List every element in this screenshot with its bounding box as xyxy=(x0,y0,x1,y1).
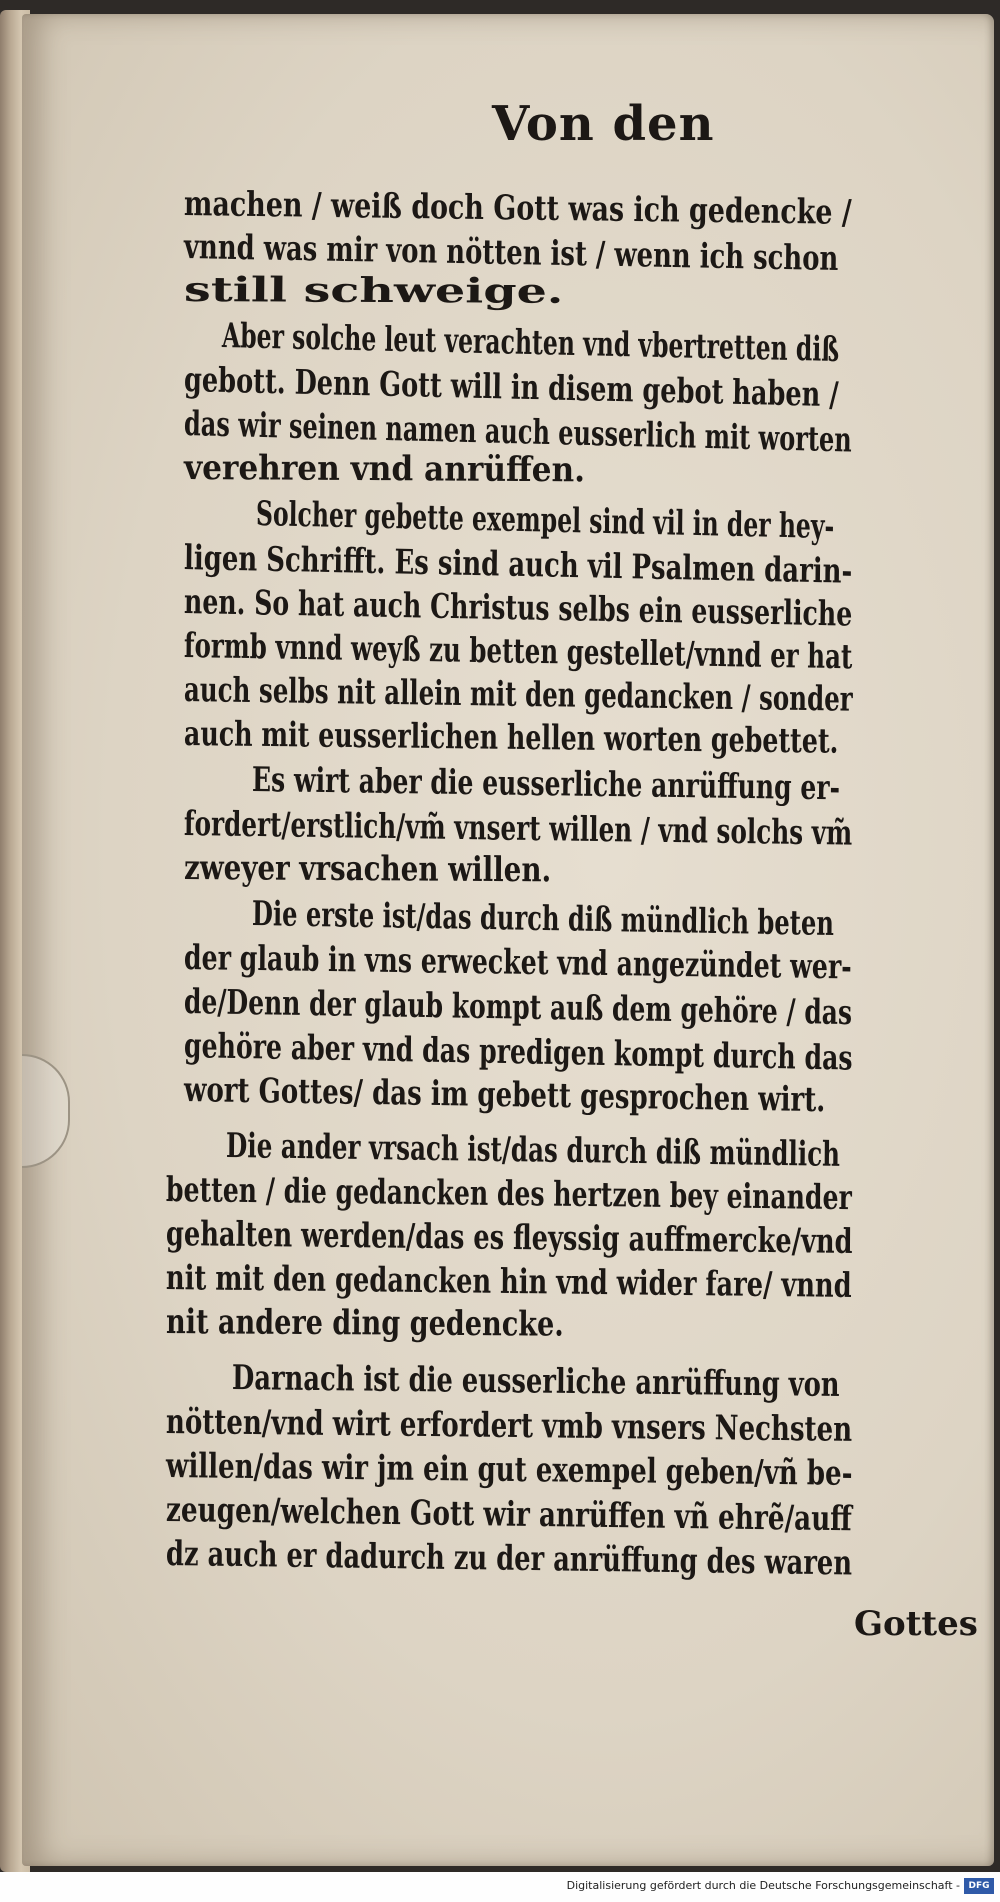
page-heading: Von den xyxy=(492,96,715,152)
footer-credit: Digitalisierung gefördert durch die Deutsche Forschungsgemeinschaft - xyxy=(566,1879,960,1892)
text-line: de/Denn der glaub kompt auß dem gehöre / das xyxy=(183,982,853,1034)
catchword: Gottes xyxy=(854,1604,978,1644)
text-line: Darnach ist die eusserliche anrüffung von xyxy=(231,1358,840,1405)
text-line: Solcher gebette exempel sind vil in der hey- xyxy=(255,494,835,548)
text-line: nit mit den gedancken hin vnd wider fare/ vnnd xyxy=(165,1258,852,1306)
text-line: auch mit eusserlichen hellen worten gebettet. xyxy=(183,714,839,762)
text-line: verehren vnd anrüffen. xyxy=(183,448,586,491)
text-line: gehöre aber vnd das predigen kompt durch das xyxy=(183,1026,853,1079)
dfg-logo: DFG xyxy=(964,1878,994,1894)
text-line: wort Gottes/ das im gebett gesprochen wirt. xyxy=(183,1070,826,1121)
text-line: Es wirt aber die eusserliche anrüffung er- xyxy=(251,760,841,809)
text-line: dz auch er dadurch zu der anrüffung des waren xyxy=(165,1534,853,1584)
text-line: still schweige. xyxy=(183,270,564,312)
text-line: nit andere ding gedencke. xyxy=(165,1302,564,1345)
text-line: auch selbs nit allein mit den gedancken / sonder xyxy=(183,670,853,720)
text-line: willen/das wir jm ein gut exempel geben/vñ be- xyxy=(165,1446,853,1494)
book-page xyxy=(22,14,994,1866)
text-line: nen. So hat auch Christus selbs ein eusserliche xyxy=(183,582,853,635)
text-line: zweyer vrsachen willen. xyxy=(183,848,552,891)
text-line: Die erste ist/das durch diß mündlich beten xyxy=(251,894,835,944)
footer-bar xyxy=(0,1872,1000,1902)
text-line: Aber solche leut verachten vnd vbertretten diß xyxy=(221,316,840,371)
text-line: der glaub in vns erwecket vnd angezündet wer- xyxy=(183,938,852,988)
text-line: formb vnnd weyß zu betten gestellet/vnnd er hat xyxy=(183,626,853,678)
text-line: ligen Schrifft. Es sind auch vil Psalmen darin- xyxy=(183,538,853,592)
text-line: machen / weiß doch Gott was ich gedencke / xyxy=(183,184,852,233)
text-line: das wir seinen namen auch eusserlich mit worten xyxy=(183,404,852,461)
text-line: fordert/erstlich/vm̃ vnsert willen / vnd solchs vm̃ xyxy=(183,804,853,854)
text-block xyxy=(22,14,994,1866)
text-line: zeugen/welchen Gott wir anrüffen vñ ehrẽ/auff xyxy=(165,1490,853,1540)
text-line: Die ander vrsach ist/das durch diß mündlich xyxy=(225,1126,841,1175)
text-line: nötten/vnd wirt erfordert vmb vnsers Nechsten xyxy=(165,1402,853,1450)
text-line: vnnd was mir von nötten ist / wenn ich schon xyxy=(183,227,839,280)
text-line: gehalten werden/das es fleyssig auffmercke/vnd xyxy=(165,1214,853,1262)
text-line: gebott. Denn Gott will in disem gebot haben / xyxy=(183,360,839,416)
text-line: betten / die gedancken des hertzen bey einander xyxy=(165,1170,852,1219)
